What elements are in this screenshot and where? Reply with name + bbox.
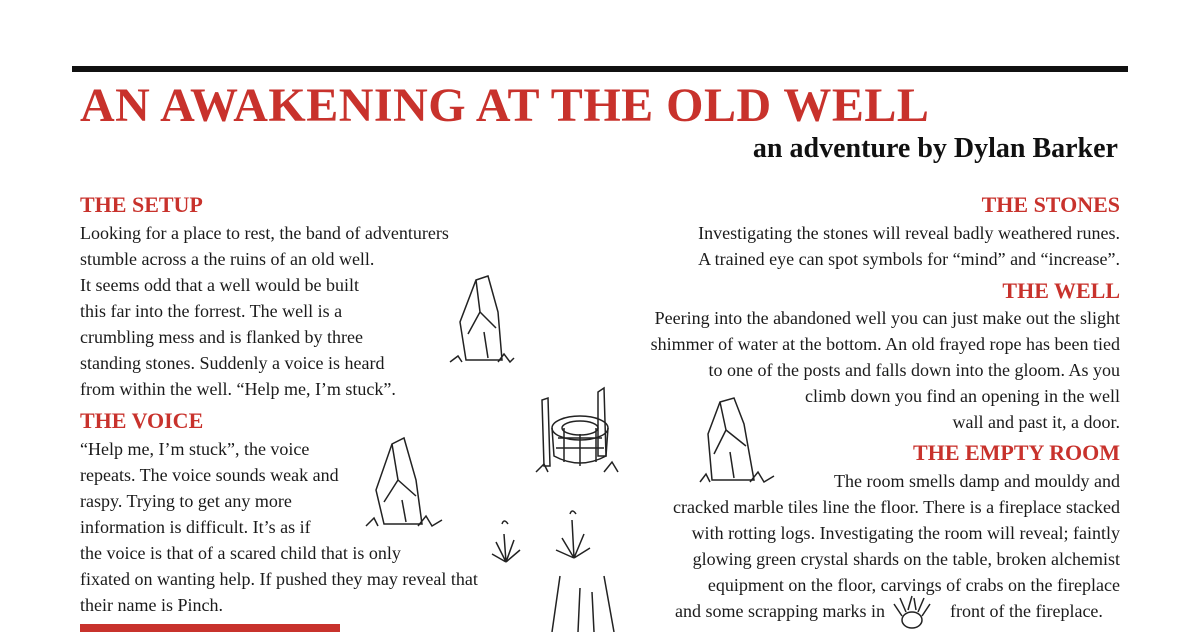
text-line: raspy. Trying to get any more	[80, 491, 292, 511]
text-line: wall and past it, a door.	[952, 412, 1120, 432]
stone-path-icon	[538, 568, 628, 632]
text-line: stumble across a the ruins of an old well.	[80, 249, 375, 269]
text-line: It seems odd that a well would be built	[80, 275, 359, 295]
standing-stone-icon	[698, 394, 778, 486]
text-line: “Help me, I’m stuck”, the voice	[80, 439, 310, 459]
text-line: equipment on the floor, carvings of crabs on the fireplace	[707, 575, 1120, 595]
text-line: with rotting logs. Investigating the room will reveal; faintly	[691, 523, 1120, 543]
text-line: glowing green crystal shards on the table, broken alchemist	[692, 549, 1120, 569]
text-line: repeats. The voice sounds weak and	[80, 465, 339, 485]
section-heading-empty-room: THE EMPTY ROOM	[913, 440, 1120, 465]
page-title: AN AWAKENING AT THE OLD WELL	[80, 79, 930, 132]
setup-text	[80, 220, 449, 402]
text-line: fixated on wanting help. If pushed they may reveal that	[80, 569, 478, 589]
text-line: climb down you find an opening in the well	[805, 386, 1120, 406]
text-line: A trained eye can spot symbols for “mind” and “increase”.	[698, 249, 1120, 269]
text-line: information is difficult. It’s as if	[80, 517, 311, 537]
grass-tuft-icon	[486, 514, 526, 564]
section-heading-stones: THE STONES	[981, 192, 1120, 217]
text-line-last: front of the fireplace.	[950, 601, 1103, 621]
old-well-icon	[534, 386, 624, 486]
text-line: The room smells damp and mouldy and	[834, 471, 1120, 491]
text-line: Peering into the abandoned well you can just make out the slight	[654, 308, 1120, 328]
text-line: crumbling mess and is flanked by three	[80, 327, 363, 347]
stones-text	[698, 220, 1120, 272]
text-line: cracked marble tiles line the floor. There is a fireplace stacked	[673, 497, 1120, 517]
text-line: and some scrapping marks in	[675, 601, 885, 621]
text-line: standing stones. Suddenly a voice is heard	[80, 353, 385, 373]
text-line: to one of the posts and falls down into the gloom. As you	[708, 360, 1120, 380]
text-line: this far into the forrest. The well is a	[80, 301, 343, 321]
text-line: Investigating the stones will reveal badly weathered runes.	[698, 223, 1120, 243]
top-rule	[72, 66, 1128, 72]
text-line: the voice is that of a scared child that is only	[80, 543, 401, 563]
section-heading-voice: THE VOICE	[80, 408, 204, 433]
crab-icon	[890, 594, 934, 632]
section-heading-well: THE WELL	[1002, 278, 1120, 303]
text-line: Looking for a place to rest, the band of adventurers	[80, 223, 449, 243]
section-heading-setup: THE SETUP	[80, 192, 203, 217]
text-line: from within the well. “Help me, I’m stuck”.	[80, 379, 396, 399]
standing-stone-icon	[448, 272, 518, 367]
byline: an adventure by Dylan Barker	[752, 133, 1118, 164]
text-line: their name is Pinch.	[80, 595, 223, 615]
grass-tuft-icon	[552, 508, 596, 560]
standing-stone-icon	[362, 436, 452, 531]
next-heading-cut-off	[80, 624, 340, 632]
text-line: shimmer of water at the bottom. An old frayed rope has been tied	[650, 334, 1120, 354]
